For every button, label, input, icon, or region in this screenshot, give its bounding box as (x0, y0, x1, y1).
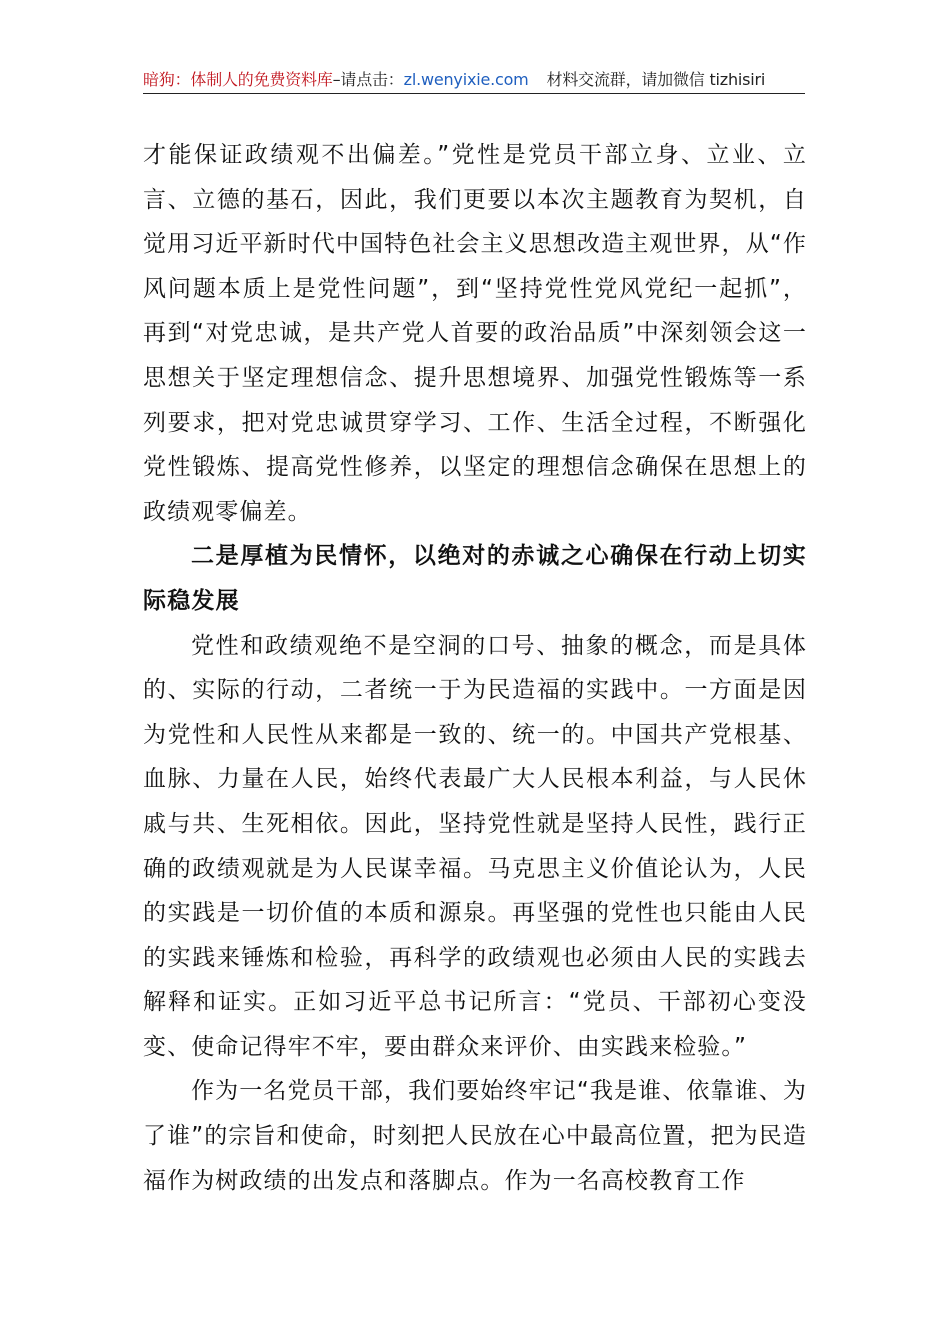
paragraph-1: 才能保证政绩观不出偏差。”党性是党员干部立身、立业、立言、立德的基石，因此，我们更要以本次主题教育为契机，自觉用习近平新时代中国特色社会主义思想改造主观世界，从“作风问题本质上是党性问题”，到“坚持党性党风党纪一起抓”，再到“对党忠诚，是共产党人首要的政治品质”中深刻领会这一思想关于坚定理想信念、提升思想境界、加强党性锻炼等一系列要求，把对党忠诚贯穿学习、工作、生活全过程，不断强化党性锻炼、提高党性修养，以坚定的理想信念确保在思想上的政绩观零偏差。 (143, 142, 807, 525)
page-header (143, 66, 805, 94)
header-url-link[interactable]: zl.wenyixie.com (403, 70, 529, 89)
paragraph-3: 作为一名党员干部，我们要始终牢记“我是谁、依靠谁、为了谁”的宗旨和使命，时刻把人民放在心中最高位置，把为民造福作为树政绩的出发点和落脚点。作为一名高校教育工作 (143, 1078, 807, 1194)
paragraph-2: 党性和政绩观绝不是空洞的口号、抽象的概念，而是具体的、实际的行动，二者统一于为民造福的实践中。一方面是因为党性和人民性从来都是一致的、统一的。中国共产党根基、血脉、力量在人民，始终代表最广大人民根本利益，与人民休戚与共、生死相依。因此，坚持党性就是坚持人民性，践行正确的政绩观就是为人民谋幸福。马克思主义价值论认为，人民的实践是一切价值的本质和源泉。再坚强的党性也只能由人民的实践来锤炼和检验，再科学的政绩观也必须由人民的实践去解释和证实。正如习近平总书记所言：“党员、干部初心变没变、使命记得牢不牢，要由群众来评价、由实践来检验。” (143, 632, 807, 1060)
document-body (143, 133, 807, 1203)
header-brand: 暗狗：体制人的免费资料库 (143, 70, 333, 89)
header-click-prompt: –请点击： (332, 70, 404, 89)
section-heading-2: 二是厚植为民情怀，以绝对的赤诚之心确保在行动上切实际稳发展 (143, 543, 807, 614)
header-group-note: 材料交流群，请加微信 tizhisiri (546, 70, 766, 89)
header-divider (143, 93, 805, 94)
